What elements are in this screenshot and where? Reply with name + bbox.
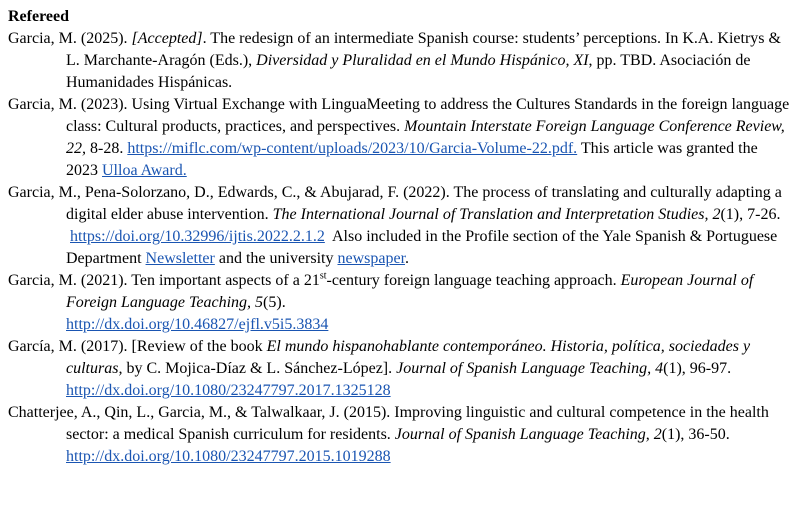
italic-text: European Journal of Foreign Language Teaching, 5 <box>66 272 754 311</box>
italic-text: Mountain Interstate Foreign Language Conference Review, 22, <box>66 118 785 157</box>
plain-text: This article was granted the 2023 <box>66 140 758 179</box>
reference-entry <box>8 94 791 182</box>
section-heading: Refereed <box>8 8 69 25</box>
plain-text: Garcia, M. (2025). <box>8 30 132 47</box>
plain-text: Garcia, M., Pena-Solorzano, D., Edwards, C., & Abujarad, F. (2022). The process of translating and culturally adapting a digital elder abuse intervention. <box>8 184 782 223</box>
plain-text: and the university <box>214 250 338 267</box>
reference-entry <box>8 270 791 336</box>
plain-text: García, M. (2017). [Review of the book <box>8 338 267 355</box>
reference-entry <box>8 28 791 94</box>
plain-text: . <box>405 250 410 267</box>
reference-entry <box>8 182 791 270</box>
plain-text: Garcia, M. (2023). Using Virtual Exchange with LinguaMeeting to address the Cultures Standards in the foreign language class: Cultural products, practices, and perspectives. <box>8 96 790 135</box>
plain-text: Garcia, M. (2021). Ten important aspects of a 21 <box>8 272 320 289</box>
hyperlink[interactable]: Ulloa Award. <box>102 162 187 179</box>
hyperlink[interactable]: http://dx.doi.org/10.1080/23247797.2017.1325128 <box>66 382 391 399</box>
italic-text: Journal of Spanish Language Teaching, 4 <box>396 360 664 377</box>
hyperlink[interactable]: https://miflc.com/wp-content/uploads/2023/10/Garcia-Volume-22.pdf. <box>127 140 578 157</box>
plain-text: (1), 7-26. <box>66 206 781 245</box>
plain-text: (5). <box>263 294 286 311</box>
italic-text: El mundo hispanohablante contemporáneo. Historia, política, sociedades y culturas, <box>66 338 751 377</box>
hyperlink[interactable]: http://dx.doi.org/10.1080/23247797.2015.1019288 <box>66 448 391 465</box>
superscript-text: st <box>319 270 327 282</box>
hyperlink[interactable]: https://doi.org/10.32996/ijtis.2022.2.1.2 <box>70 228 325 245</box>
italic-text: Journal of Spanish Language Teaching, 2 <box>394 426 662 443</box>
hyperlink[interactable]: newspaper <box>337 250 406 267</box>
plain-text: Also included in the Profile section of the Yale Spanish & Portuguese Department <box>66 228 778 267</box>
italic-text: [Accepted] <box>131 30 203 47</box>
reference-list <box>8 28 791 468</box>
plain-text: (1), 96-97. <box>663 360 732 377</box>
plain-text: (1), 36-50. <box>661 426 730 443</box>
plain-text: -century foreign language teaching approach. <box>326 272 621 289</box>
plain-text: by C. Mojica-Díaz & L. Sánchez-López]. <box>122 360 397 377</box>
plain-text: . The redesign of an intermediate Spanish course: students’ perceptions. In K.A. Kietrys & L. Marchante-Aragón (Eds.), <box>66 30 781 69</box>
italic-text: Diversidad y Pluralidad en el Mundo Hispánico, XI <box>256 52 589 69</box>
hyperlink[interactable]: http://dx.doi.org/10.46827/ejfl.v5i5.3834 <box>66 316 329 333</box>
hyperlink[interactable]: Newsletter <box>145 250 215 267</box>
reference-entry <box>8 336 791 402</box>
reference-entry <box>8 402 791 468</box>
plain-text: , pp. TBD. Asociación de Humanidades Hispánicas. <box>66 52 751 91</box>
plain-text: Chatterjee, A., Qin, L., Garcia, M., & Talwalkaar, J. (2015). Improving linguistic and cultural competence in the health sector: a medical Spanish curriculum for residents. <box>8 404 769 443</box>
italic-text: The International Journal of Translation and Interpretation Studies, 2 <box>272 206 721 223</box>
plain-text: 8-28. <box>90 140 128 157</box>
